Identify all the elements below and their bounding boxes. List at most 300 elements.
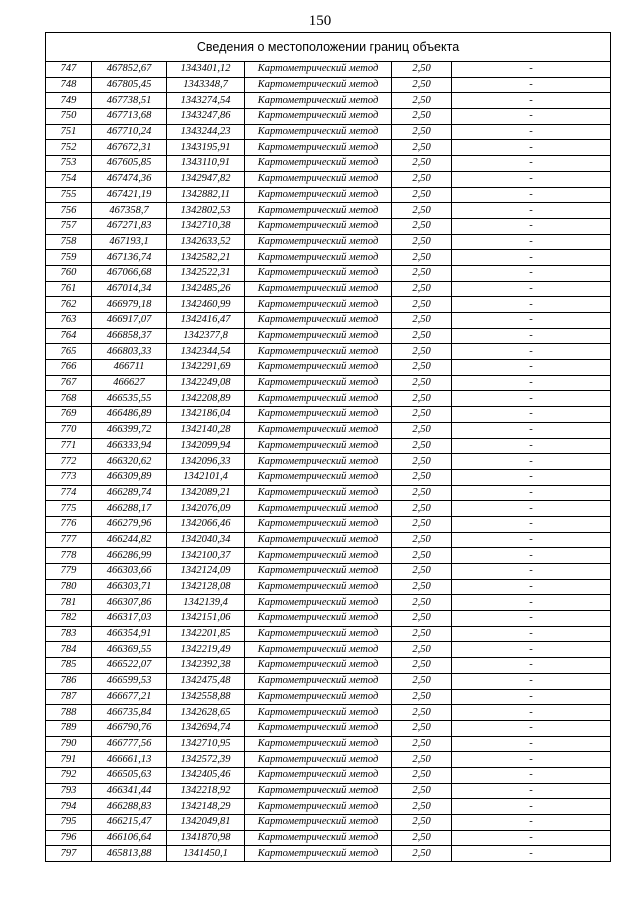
method-cell: Картометрический метод: [245, 281, 392, 297]
table-row: [46, 595, 611, 611]
x-coordinate-cell: 466317,03: [92, 611, 167, 627]
method-cell: Картометрический метод: [245, 93, 392, 109]
accuracy-cell: 2,50: [392, 799, 452, 815]
y-coordinate-cell: 1342802,53: [167, 203, 245, 219]
y-coordinate-cell: 1342882,11: [167, 187, 245, 203]
table-row: [46, 203, 611, 219]
x-coordinate-cell: 466303,66: [92, 564, 167, 580]
x-coordinate-cell: 466858,37: [92, 328, 167, 344]
y-coordinate-cell: 1341450,1: [167, 846, 245, 862]
table-body: [46, 62, 611, 862]
point-number-cell: 768: [46, 391, 92, 407]
method-cell: Картометрический метод: [245, 548, 392, 564]
y-coordinate-cell: 1342151,06: [167, 611, 245, 627]
method-cell: Картометрический метод: [245, 642, 392, 658]
description-cell: -: [452, 846, 611, 862]
description-cell: -: [452, 265, 611, 281]
description-cell: -: [452, 532, 611, 548]
table-row: [46, 375, 611, 391]
x-coordinate-cell: 466106,64: [92, 830, 167, 846]
y-coordinate-cell: 1342148,29: [167, 799, 245, 815]
method-cell: Картометрический метод: [245, 422, 392, 438]
y-coordinate-cell: 1343401,12: [167, 62, 245, 78]
table-row: [46, 360, 611, 376]
table-row: [46, 532, 611, 548]
method-cell: Картометрический метод: [245, 516, 392, 532]
description-cell: -: [452, 250, 611, 266]
x-coordinate-cell: 467474,36: [92, 171, 167, 187]
y-coordinate-cell: 1342124,09: [167, 564, 245, 580]
point-number-cell: 772: [46, 454, 92, 470]
table-row: [46, 422, 611, 438]
description-cell: -: [452, 752, 611, 768]
table-row: [46, 328, 611, 344]
method-cell: Картометрический метод: [245, 360, 392, 376]
x-coordinate-cell: 466307,86: [92, 595, 167, 611]
method-cell: Картометрический метод: [245, 579, 392, 595]
x-coordinate-cell: 467713,68: [92, 109, 167, 125]
method-cell: Картометрический метод: [245, 234, 392, 250]
description-cell: -: [452, 548, 611, 564]
method-cell: Картометрический метод: [245, 469, 392, 485]
description-cell: -: [452, 799, 611, 815]
method-cell: Картометрический метод: [245, 438, 392, 454]
accuracy-cell: 2,50: [392, 658, 452, 674]
method-cell: Картометрический метод: [245, 673, 392, 689]
x-coordinate-cell: 466803,33: [92, 344, 167, 360]
table-row: [46, 156, 611, 172]
table-row: [46, 642, 611, 658]
accuracy-cell: 2,50: [392, 611, 452, 627]
x-coordinate-cell: 467421,19: [92, 187, 167, 203]
y-coordinate-cell: 1342101,4: [167, 469, 245, 485]
point-number-cell: 761: [46, 281, 92, 297]
table-row: [46, 187, 611, 203]
table-row: [46, 720, 611, 736]
description-cell: -: [452, 218, 611, 234]
accuracy-cell: 2,50: [392, 516, 452, 532]
accuracy-cell: 2,50: [392, 140, 452, 156]
y-coordinate-cell: 1342633,52: [167, 234, 245, 250]
x-coordinate-cell: 467358,7: [92, 203, 167, 219]
description-cell: -: [452, 736, 611, 752]
method-cell: Картометрический метод: [245, 344, 392, 360]
x-coordinate-cell: 467672,31: [92, 140, 167, 156]
method-cell: Картометрический метод: [245, 705, 392, 721]
description-cell: -: [452, 469, 611, 485]
y-coordinate-cell: 1342392,38: [167, 658, 245, 674]
description-cell: -: [452, 313, 611, 329]
page-number: 150: [308, 13, 332, 29]
point-number-cell: 780: [46, 579, 92, 595]
y-coordinate-cell: 1342694,74: [167, 720, 245, 736]
y-coordinate-cell: 1342201,85: [167, 626, 245, 642]
x-coordinate-cell: 466535,55: [92, 391, 167, 407]
description-cell: -: [452, 642, 611, 658]
method-cell: Картометрический метод: [245, 328, 392, 344]
method-cell: Картометрический метод: [245, 250, 392, 266]
method-cell: Картометрический метод: [245, 611, 392, 627]
accuracy-cell: 2,50: [392, 93, 452, 109]
point-number-cell: 781: [46, 595, 92, 611]
accuracy-cell: 2,50: [392, 548, 452, 564]
table-row: [46, 281, 611, 297]
accuracy-cell: 2,50: [392, 344, 452, 360]
description-cell: -: [452, 485, 611, 501]
table-row: [46, 391, 611, 407]
point-number-cell: 765: [46, 344, 92, 360]
description-cell: -: [452, 62, 611, 78]
table-row: [46, 250, 611, 266]
method-cell: Картометрический метод: [245, 752, 392, 768]
point-number-cell: 756: [46, 203, 92, 219]
accuracy-cell: 2,50: [392, 673, 452, 689]
table-row: [46, 548, 611, 564]
description-cell: -: [452, 391, 611, 407]
x-coordinate-cell: 466677,21: [92, 689, 167, 705]
description-cell: -: [452, 658, 611, 674]
table-row: [46, 124, 611, 140]
table-row: [46, 516, 611, 532]
y-coordinate-cell: 1343244,23: [167, 124, 245, 140]
point-number-cell: 753: [46, 156, 92, 172]
description-cell: -: [452, 422, 611, 438]
description-cell: -: [452, 673, 611, 689]
accuracy-cell: 2,50: [392, 77, 452, 93]
x-coordinate-cell: 466309,89: [92, 469, 167, 485]
y-coordinate-cell: 1342572,39: [167, 752, 245, 768]
x-coordinate-cell: 467852,67: [92, 62, 167, 78]
y-coordinate-cell: 1342140,28: [167, 422, 245, 438]
description-cell: -: [452, 830, 611, 846]
point-number-cell: 769: [46, 407, 92, 423]
point-number-cell: 749: [46, 93, 92, 109]
point-number-cell: 758: [46, 234, 92, 250]
point-number-cell: 750: [46, 109, 92, 125]
table-row: [46, 830, 611, 846]
point-number-cell: 792: [46, 767, 92, 783]
accuracy-cell: 2,50: [392, 830, 452, 846]
description-cell: -: [452, 783, 611, 799]
x-coordinate-cell: 466279,96: [92, 516, 167, 532]
point-number-cell: 782: [46, 611, 92, 627]
accuracy-cell: 2,50: [392, 595, 452, 611]
table-row: [46, 218, 611, 234]
x-coordinate-cell: 466369,55: [92, 642, 167, 658]
method-cell: Картометрический метод: [245, 156, 392, 172]
y-coordinate-cell: 1342710,38: [167, 218, 245, 234]
x-coordinate-cell: 466289,74: [92, 485, 167, 501]
accuracy-cell: 2,50: [392, 218, 452, 234]
table-row: [46, 344, 611, 360]
table-row: [46, 454, 611, 470]
point-number-cell: 787: [46, 689, 92, 705]
x-coordinate-cell: 466979,18: [92, 297, 167, 313]
x-coordinate-cell: 466244,82: [92, 532, 167, 548]
method-cell: Картометрический метод: [245, 187, 392, 203]
accuracy-cell: 2,50: [392, 422, 452, 438]
accuracy-cell: 2,50: [392, 736, 452, 752]
point-number-cell: 771: [46, 438, 92, 454]
method-cell: Картометрический метод: [245, 407, 392, 423]
accuracy-cell: 2,50: [392, 720, 452, 736]
method-cell: Картометрический метод: [245, 297, 392, 313]
x-coordinate-cell: 466288,17: [92, 501, 167, 517]
point-number-cell: 777: [46, 532, 92, 548]
point-number-cell: 773: [46, 469, 92, 485]
description-cell: -: [452, 328, 611, 344]
y-coordinate-cell: 1342344,54: [167, 344, 245, 360]
y-coordinate-cell: 1343247,86: [167, 109, 245, 125]
accuracy-cell: 2,50: [392, 391, 452, 407]
point-number-cell: 757: [46, 218, 92, 234]
description-cell: -: [452, 344, 611, 360]
method-cell: Картометрический метод: [245, 313, 392, 329]
point-number-cell: 796: [46, 830, 92, 846]
point-number-cell: 795: [46, 815, 92, 831]
y-coordinate-cell: 1342076,09: [167, 501, 245, 517]
accuracy-cell: 2,50: [392, 234, 452, 250]
accuracy-cell: 2,50: [392, 485, 452, 501]
x-coordinate-cell: 466917,07: [92, 313, 167, 329]
x-coordinate-cell: 465813,88: [92, 846, 167, 862]
method-cell: Картометрический метод: [245, 767, 392, 783]
description-cell: -: [452, 156, 611, 172]
x-coordinate-cell: 466286,99: [92, 548, 167, 564]
method-cell: Картометрический метод: [245, 846, 392, 862]
description-cell: -: [452, 234, 611, 250]
x-coordinate-cell: 466599,53: [92, 673, 167, 689]
method-cell: Картометрический метод: [245, 454, 392, 470]
point-number-cell: 762: [46, 297, 92, 313]
accuracy-cell: 2,50: [392, 375, 452, 391]
point-number-cell: 770: [46, 422, 92, 438]
table-row: [46, 62, 611, 78]
point-number-cell: 763: [46, 313, 92, 329]
boundary-table-container: [45, 32, 610, 862]
x-coordinate-cell: 467605,85: [92, 156, 167, 172]
x-coordinate-cell: 466505,63: [92, 767, 167, 783]
table-row: [46, 501, 611, 517]
method-cell: Картометрический метод: [245, 830, 392, 846]
y-coordinate-cell: 1342100,37: [167, 548, 245, 564]
y-coordinate-cell: 1342582,21: [167, 250, 245, 266]
method-cell: Картометрический метод: [245, 689, 392, 705]
table-row: [46, 846, 611, 862]
accuracy-cell: 2,50: [392, 783, 452, 799]
table-row: [46, 407, 611, 423]
method-cell: Картометрический метод: [245, 124, 392, 140]
accuracy-cell: 2,50: [392, 815, 452, 831]
accuracy-cell: 2,50: [392, 407, 452, 423]
description-cell: -: [452, 187, 611, 203]
description-cell: -: [452, 203, 611, 219]
description-cell: -: [452, 501, 611, 517]
point-number-cell: 783: [46, 626, 92, 642]
point-number-cell: 755: [46, 187, 92, 203]
table-row: [46, 689, 611, 705]
description-cell: -: [452, 815, 611, 831]
method-cell: Картометрический метод: [245, 171, 392, 187]
table-row: [46, 140, 611, 156]
x-coordinate-cell: 466288,83: [92, 799, 167, 815]
description-cell: -: [452, 77, 611, 93]
x-coordinate-cell: 467710,24: [92, 124, 167, 140]
accuracy-cell: 2,50: [392, 564, 452, 580]
table-row: [46, 579, 611, 595]
table-row: [46, 485, 611, 501]
description-cell: -: [452, 124, 611, 140]
method-cell: Картометрический метод: [245, 140, 392, 156]
method-cell: Картометрический метод: [245, 203, 392, 219]
point-number-cell: 776: [46, 516, 92, 532]
x-coordinate-cell: 467136,74: [92, 250, 167, 266]
table-row: [46, 469, 611, 485]
description-cell: -: [452, 689, 611, 705]
x-coordinate-cell: 466303,71: [92, 579, 167, 595]
accuracy-cell: 2,50: [392, 579, 452, 595]
point-number-cell: 779: [46, 564, 92, 580]
y-coordinate-cell: 1342208,89: [167, 391, 245, 407]
point-number-cell: 784: [46, 642, 92, 658]
accuracy-cell: 2,50: [392, 360, 452, 376]
table-row: [46, 438, 611, 454]
x-coordinate-cell: 466486,89: [92, 407, 167, 423]
method-cell: Картометрический метод: [245, 109, 392, 125]
table-row: [46, 752, 611, 768]
description-cell: -: [452, 626, 611, 642]
table-row: [46, 705, 611, 721]
accuracy-cell: 2,50: [392, 846, 452, 862]
boundary-coordinates-table: [45, 32, 611, 862]
y-coordinate-cell: 1342219,49: [167, 642, 245, 658]
y-coordinate-cell: 1342218,92: [167, 783, 245, 799]
accuracy-cell: 2,50: [392, 313, 452, 329]
description-cell: -: [452, 595, 611, 611]
x-coordinate-cell: 467271,83: [92, 218, 167, 234]
y-coordinate-cell: 1343110,91: [167, 156, 245, 172]
accuracy-cell: 2,50: [392, 297, 452, 313]
description-cell: -: [452, 438, 611, 454]
point-number-cell: 774: [46, 485, 92, 501]
y-coordinate-cell: 1342049,81: [167, 815, 245, 831]
x-coordinate-cell: 466790,76: [92, 720, 167, 736]
table-row: [46, 658, 611, 674]
x-coordinate-cell: 466522,07: [92, 658, 167, 674]
description-cell: -: [452, 564, 611, 580]
method-cell: Картометрический метод: [245, 783, 392, 799]
table-row: [46, 673, 611, 689]
accuracy-cell: 2,50: [392, 203, 452, 219]
table-row: [46, 77, 611, 93]
x-coordinate-cell: 466661,13: [92, 752, 167, 768]
x-coordinate-cell: 467066,68: [92, 265, 167, 281]
table-row: [46, 736, 611, 752]
table-row: [46, 297, 611, 313]
table-header-row: [46, 33, 611, 62]
table-row: [46, 93, 611, 109]
method-cell: Картометрический метод: [245, 62, 392, 78]
y-coordinate-cell: 1343274,54: [167, 93, 245, 109]
accuracy-cell: 2,50: [392, 328, 452, 344]
point-number-cell: 760: [46, 265, 92, 281]
description-cell: -: [452, 93, 611, 109]
point-number-cell: 793: [46, 783, 92, 799]
method-cell: Картометрический метод: [245, 595, 392, 611]
table-row: [46, 611, 611, 627]
x-coordinate-cell: 466215,47: [92, 815, 167, 831]
accuracy-cell: 2,50: [392, 642, 452, 658]
point-number-cell: 747: [46, 62, 92, 78]
accuracy-cell: 2,50: [392, 109, 452, 125]
method-cell: Картометрический метод: [245, 658, 392, 674]
accuracy-cell: 2,50: [392, 281, 452, 297]
accuracy-cell: 2,50: [392, 171, 452, 187]
description-cell: -: [452, 407, 611, 423]
description-cell: -: [452, 375, 611, 391]
x-coordinate-cell: 467014,34: [92, 281, 167, 297]
point-number-cell: 785: [46, 658, 92, 674]
x-coordinate-cell: 466333,94: [92, 438, 167, 454]
y-coordinate-cell: 1342291,69: [167, 360, 245, 376]
description-cell: -: [452, 705, 611, 721]
point-number-cell: 788: [46, 705, 92, 721]
table-row: [46, 171, 611, 187]
accuracy-cell: 2,50: [392, 187, 452, 203]
table-row: [46, 799, 611, 815]
y-coordinate-cell: 1342066,46: [167, 516, 245, 532]
description-cell: -: [452, 297, 611, 313]
method-cell: Картометрический метод: [245, 77, 392, 93]
table-row: [46, 265, 611, 281]
y-coordinate-cell: 1342558,88: [167, 689, 245, 705]
description-cell: -: [452, 360, 611, 376]
description-cell: -: [452, 454, 611, 470]
y-coordinate-cell: 1342139,4: [167, 595, 245, 611]
y-coordinate-cell: 1341870,98: [167, 830, 245, 846]
description-cell: -: [452, 109, 611, 125]
x-coordinate-cell: 467738,51: [92, 93, 167, 109]
y-coordinate-cell: 1342710,95: [167, 736, 245, 752]
method-cell: Картометрический метод: [245, 720, 392, 736]
method-cell: Картометрический метод: [245, 799, 392, 815]
table-row: [46, 767, 611, 783]
point-number-cell: 751: [46, 124, 92, 140]
y-coordinate-cell: 1342475,48: [167, 673, 245, 689]
table-row: [46, 109, 611, 125]
y-coordinate-cell: 1342522,31: [167, 265, 245, 281]
y-coordinate-cell: 1342460,99: [167, 297, 245, 313]
point-number-cell: 794: [46, 799, 92, 815]
description-cell: -: [452, 720, 611, 736]
y-coordinate-cell: 1342485,26: [167, 281, 245, 297]
y-coordinate-cell: 1342089,21: [167, 485, 245, 501]
description-cell: -: [452, 140, 611, 156]
accuracy-cell: 2,50: [392, 250, 452, 266]
description-cell: -: [452, 281, 611, 297]
point-number-cell: 766: [46, 360, 92, 376]
x-coordinate-cell: 466341,44: [92, 783, 167, 799]
accuracy-cell: 2,50: [392, 689, 452, 705]
y-coordinate-cell: 1342377,8: [167, 328, 245, 344]
x-coordinate-cell: 466399,72: [92, 422, 167, 438]
method-cell: Картометрический метод: [245, 501, 392, 517]
accuracy-cell: 2,50: [392, 62, 452, 78]
y-coordinate-cell: 1342186,04: [167, 407, 245, 423]
x-coordinate-cell: 466777,56: [92, 736, 167, 752]
method-cell: Картометрический метод: [245, 218, 392, 234]
y-coordinate-cell: 1343195,91: [167, 140, 245, 156]
